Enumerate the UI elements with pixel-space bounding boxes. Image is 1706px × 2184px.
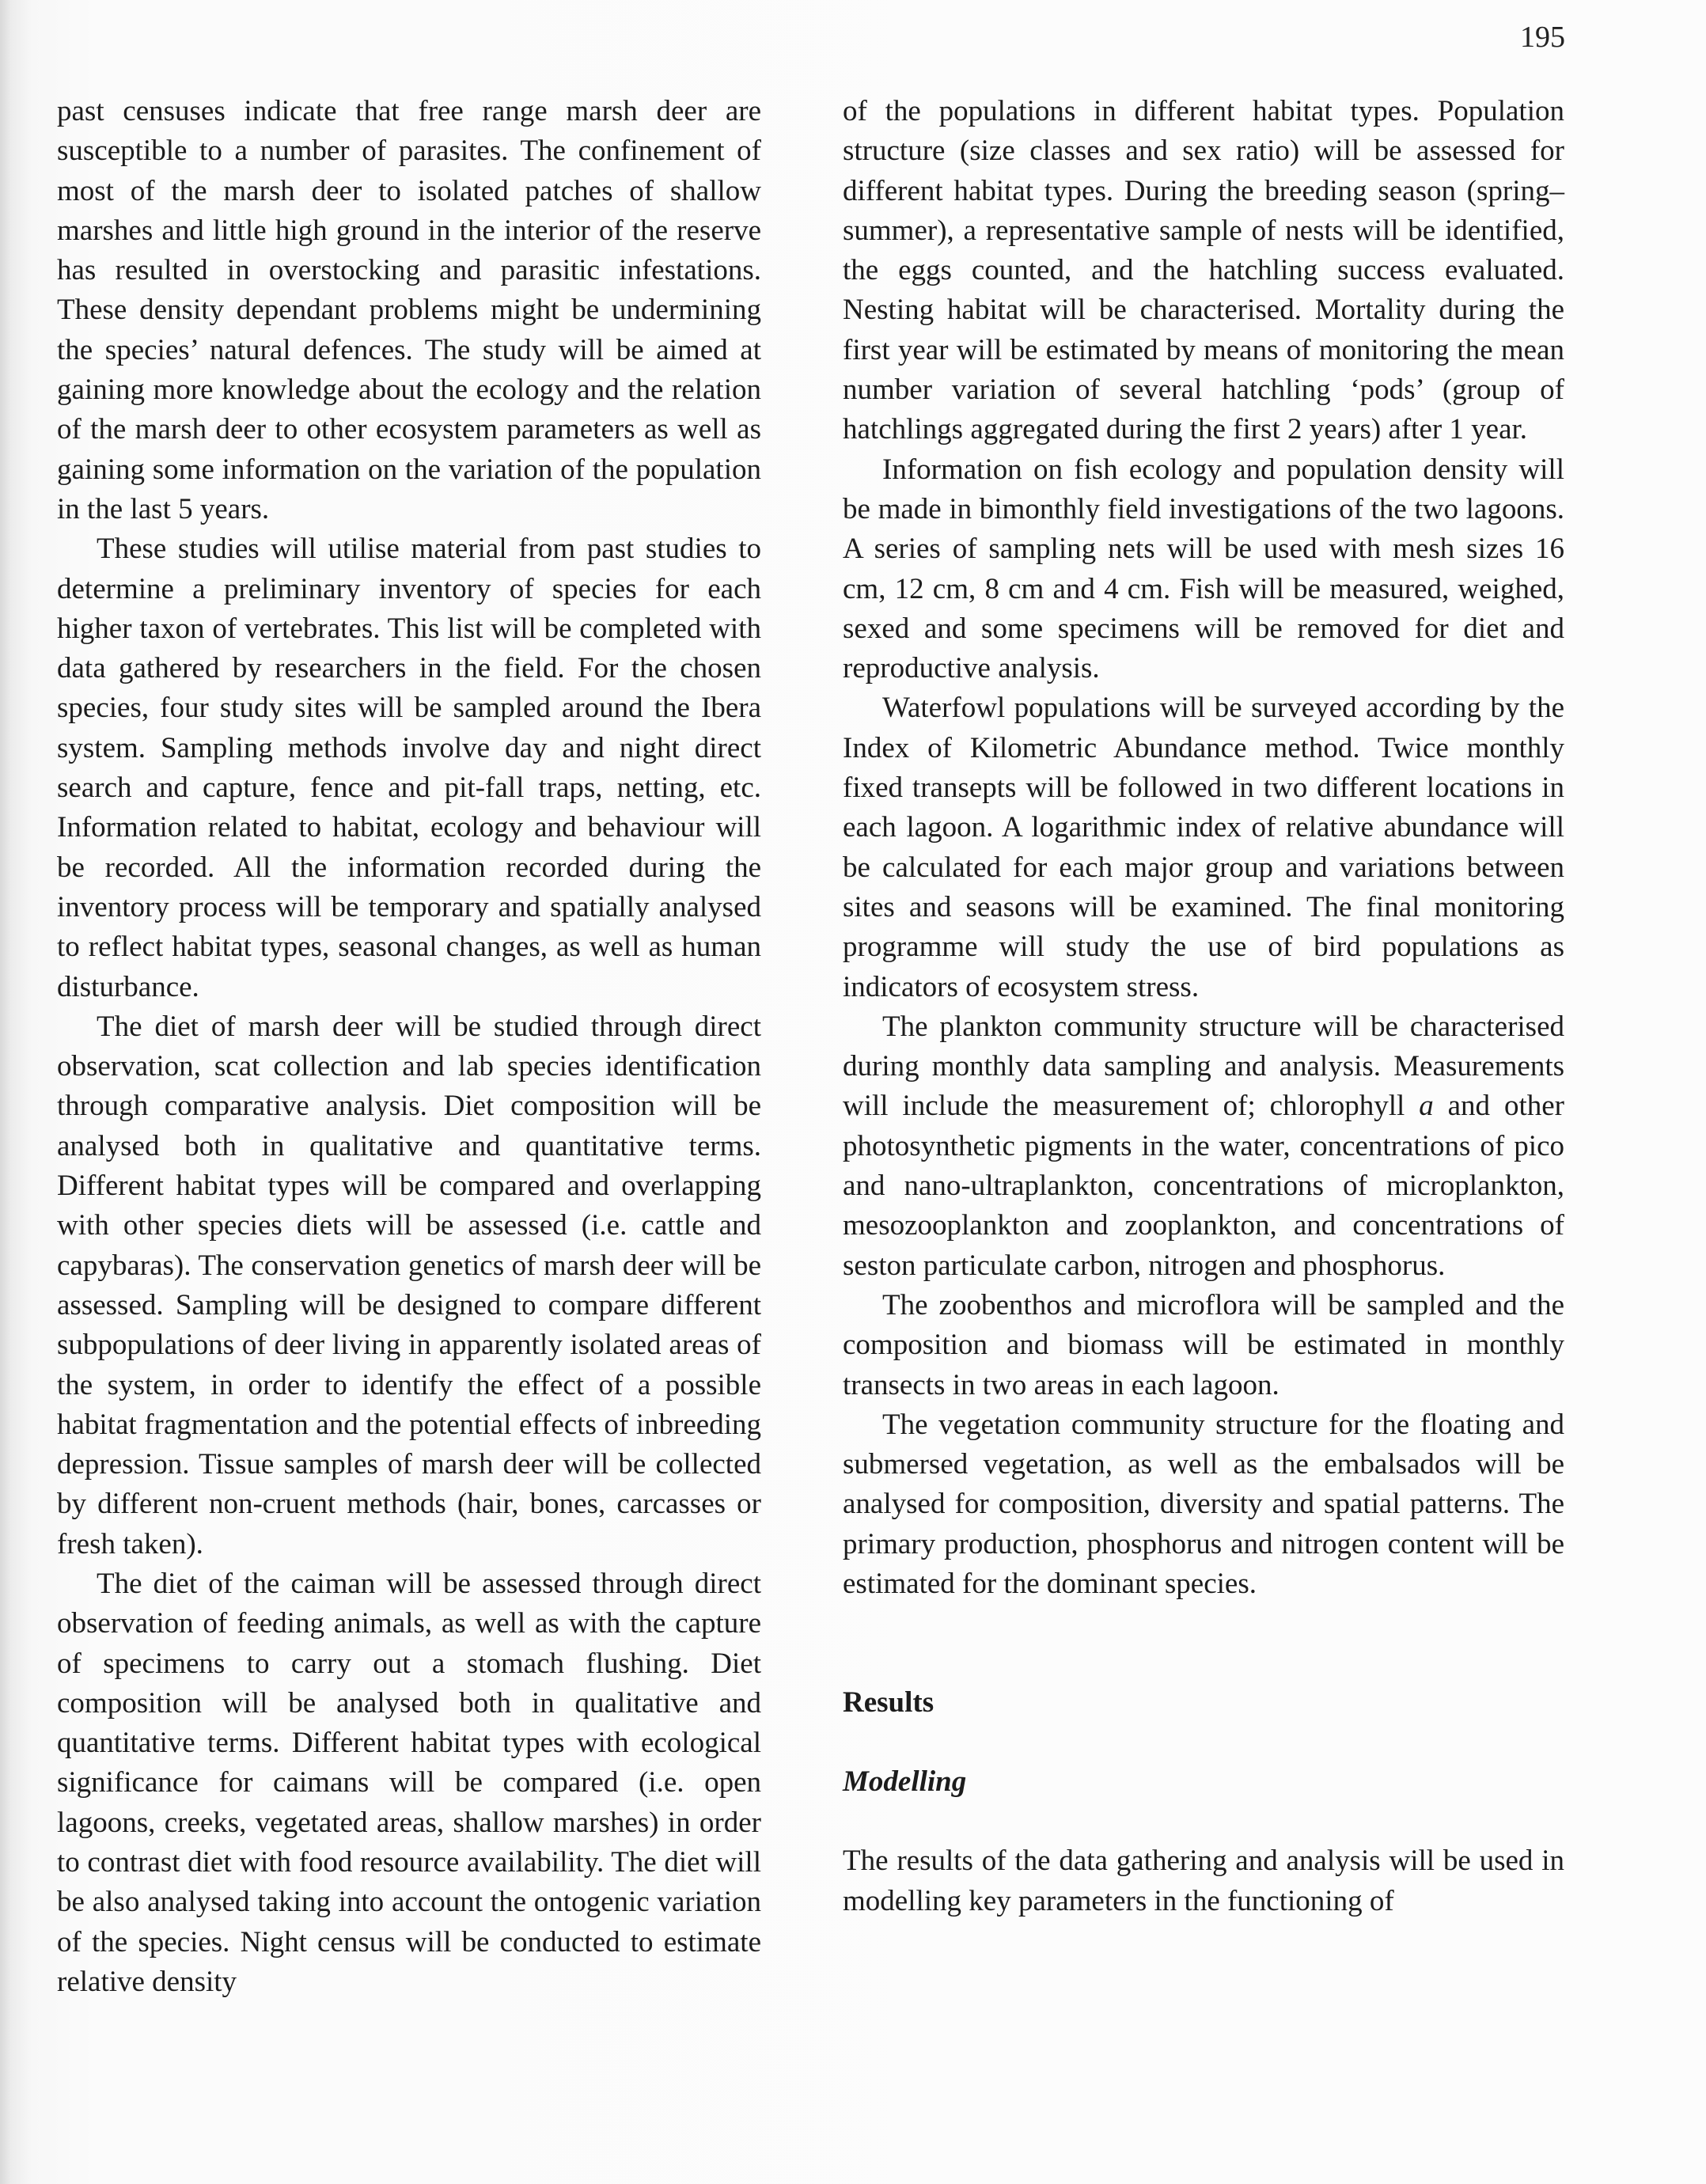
paragraph-waterfowl: Waterfowl populations will be surveyed according by the Index of Kilometric Abundance method. Twice monthly fixed transepts will be followed in two different locations in each lagoon. A logarithmic index of relative abundance will be calculated for each major group and variations between sites and seasons will be examined. The final monitoring programme will study the use of bird populations as indicators of ecosystem stress.	[843, 692, 1564, 1003]
left-column	[57, 92, 761, 2002]
plankton-text-after: and other photosynthetic pigments in the water, concentrations of pico and nano-ultraplankton, concentrations of microplankton, mesozooplankton and zooplankton, and concentrations of seston particulate carbon, nitrogen and phosphorus.	[843, 1090, 1564, 1282]
paragraph-fish-ecology: Information on fish ecology and population density will be made in bimonthly field investigations of the two lagoons. A series of sampling nets will be used with mesh sizes 16 cm, 12 cm, 8 cm and 4 cm. Fish will be measured, weighed, sexed and some specimens will be removed for diet and reproductive analysis.	[843, 453, 1564, 685]
section-heading-results: Results	[843, 1686, 935, 1720]
page-number: 195	[1520, 21, 1565, 54]
paragraph-marsh-deer-parasites: past censuses indicate that free range marsh deer are susceptible to a number of parasites. The confinement of most of the marsh deer to isolated patches of shallow marshes and little high ground in the interior of the reserve has resulted in overstocking and parasitic infestations. These density dependant problems might be undermining the species’ natural defences. The study will be aimed at gaining more knowledge about the ecology and the relation of the marsh deer to other ecosystem parameters as well as gaining some information on the variation of the population in the last 5 years.	[57, 95, 761, 525]
paragraph-vegetation: The vegetation community structure for the floating and submersed vegetation, as well as the embalsados will be analysed for composition, diversity and spatial patterns. The primary production, phosphorus and nitrogen content will be estimated for the dominant species.	[843, 1408, 1564, 1600]
paragraph-marsh-deer-diet: The diet of marsh deer will be studied through direct observation, scat collection and lab species identification through comparative analysis. Diet composition will be analysed both in qualitative and quantitative terms. Different habitat types will be compared and overlapping with other species diets will be assessed (i.e. cattle and capybaras). The conservation genetics of marsh deer will be assessed. Sampling will be designed to compare different subpopulations of deer living in apparently isolated areas of the system, in order to identify the effect of a possible habitat fragmentation and the potential effects of inbreeding depression. Tissue samples of marsh deer will be collected by different non-cruent methods (hair, bones, carcasses or fresh taken).	[57, 1010, 761, 1560]
paragraph-caiman-populations: of the populations in different habitat types. Population structure (size classes and sex ratio) will be assessed for different habitat types. During the breeding season (spring–summer), a representative sample of nests will be identified, the eggs counted, and the hatchling success evaluated. Nesting habitat will be characterised. Mortality during the first year will be estimated by means of monitoring the mean number variation of several hatchling ‘pods’ (group of hatchlings aggregated during the first 2 years) after 1 year.	[843, 95, 1564, 446]
plankton-text-before: The plankton community structure will be characterised during monthly data sampling and analysis. Measurements will include the measurement of; chlorophyll	[843, 1010, 1564, 1123]
paragraph-modelling: The results of the data gathering and analysis will be used in modelling key parameters in the functioning of	[843, 1845, 1564, 1917]
paragraph-species-inventory: These studies will utilise material from past studies to determine a preliminary inventory of species for each higher taxon of vertebrates. This list will be completed with data gathered by researchers in the field. For the chosen species, four study sites will be sampled around the Ibera system. Sampling methods involve day and night direct search and capture, fence and pit-fall traps, netting, etc. Information related to habitat, ecology and behaviour will be recorded. All the information recorded during the inventory process will be temporary and spatially analysed to reflect habitat types, seasonal changes, as well as human disturbance.	[57, 533, 761, 1003]
right-column	[843, 92, 1564, 1921]
paragraph-zoobenthos: The zoobenthos and microflora will be sampled and the composition and biomass will be estimated in monthly transects in two areas in each lagoon.	[843, 1288, 1564, 1401]
paragraph-plankton	[843, 1007, 1564, 1286]
chlorophyll-a-italic: a	[1419, 1090, 1434, 1123]
paragraph-caiman-diet: The diet of the caiman will be assessed through direct observation of feeding animals, as well as with the capture of specimens to carry out a stomach flushing. Diet composition will be analysed both in qualitative and quantitative terms. Different habitat types with ecological significance for caimans will be compared (i.e. open lagoons, creeks, vegetated areas, shallow marshes) in order to contrast diet with food resource availability. The diet will be also analysed taking into account the ontogenic variation of the species. Night census will be conducted to estimate relative density	[57, 1567, 761, 1998]
subsection-heading-modelling: Modelling	[843, 1765, 967, 1799]
